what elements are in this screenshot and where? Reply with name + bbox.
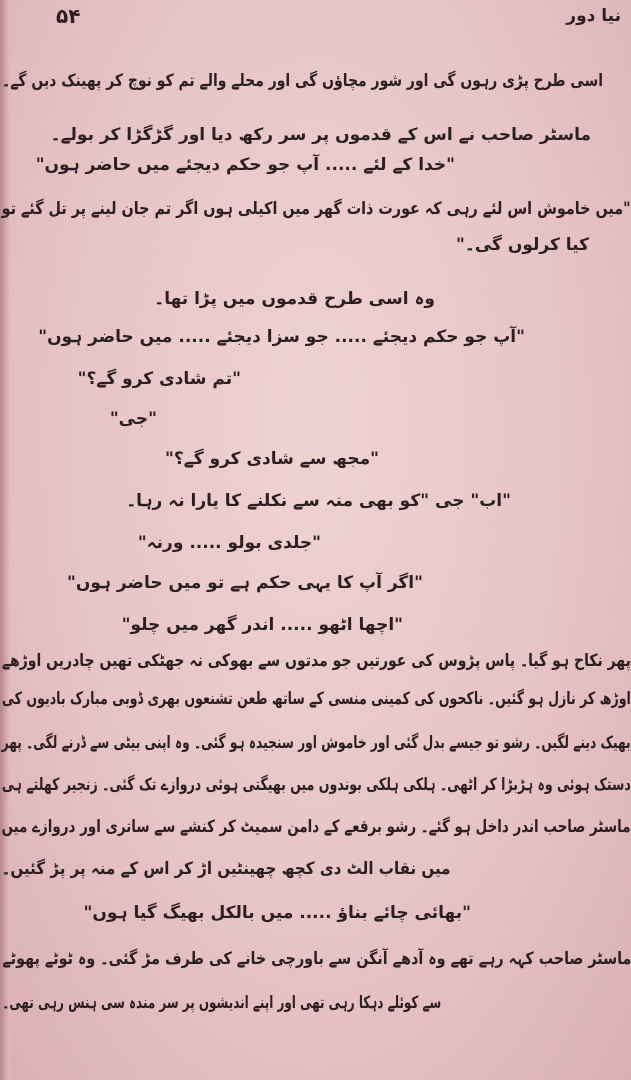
text-line: دستک ہوئی وہ ہڑبڑا کر اٹھی۔ ہلکی ہلکی بوندوں میں بھیگتی ہوئی دروازے تک گئی۔ زنجیر کھلتے ہی bbox=[2, 775, 631, 795]
text-line: "اگر آپ کا یہی حکم ہے تو میں حاضر ہوں" bbox=[67, 573, 423, 593]
text-line: پھر نکاح ہو گیا۔ پاس پڑوس کی عورتیں جو مدتوں سے بھوکی نہ جھٹکی تھیں چادریں اوڑھے bbox=[2, 651, 631, 671]
text-line: بھیک دینے لگیں۔ رشو تو جیسے بدل گئی اور خاموش اور سنجیدہ ہو گئی۔ وہ اپنی بیٹی سے ڈرنے لگی۔ پھر bbox=[2, 733, 631, 753]
text-line: ماسٹر صاحب نے اس کے قدموں پر سر رکھ دیا اور گڑگڑا کر بولے۔ bbox=[50, 125, 591, 145]
text-line: "میں خاموش اس لئے رہی کہ عورت ذات گھر میں اکیلی ہوں اگر تم جان لینے پر تل گئے تو bbox=[2, 199, 631, 219]
text-line: "مجھ سے شادی کرو گے؟" bbox=[165, 449, 379, 469]
text-line: میں نقاب الٹ دی کچھ چھینٹیں اڑ کر اس کے منہ پر پڑ گئیں۔ bbox=[2, 859, 451, 879]
text-line: "بھائی چائے بناؤ ..... میں بالکل بھیگ گیا ہوں" bbox=[83, 903, 471, 923]
text-line: "اب" جی "کو بھی منہ سے نکلنے کا یارا نہ رہا۔ bbox=[126, 491, 511, 511]
page-number: ۵۴ bbox=[56, 4, 81, 28]
text-line: اسی طرح پڑی رہوں گی اور شور مچاؤں گی اور محلے والے تم کو نوچ کر پھینک دیں گے۔ bbox=[2, 71, 603, 91]
text-line: سے کوئلے دہکا رہی تھی اور اپنے اندیشوں پر سر مندہ سی ہنس رہی تھی۔ bbox=[1, 993, 441, 1013]
running-header-title: نیا دور bbox=[566, 6, 621, 26]
text-line: ماسٹر صاحب اندر داخل ہو گئے۔ رشو برقعے کے دامن سمیٹ کر کنشے سے ساتری اور دروازے میں bbox=[2, 817, 631, 837]
text-line: وہ اسی طرح قدموں میں پڑا تھا۔ bbox=[154, 289, 435, 309]
text-line: "اچھا اٹھو ..... اندر گھر میں چلو" bbox=[121, 615, 403, 635]
text-line: "آپ جو حکم دیجئے ..... جو سزا دیجئے ..... میں حاضر ہوں" bbox=[38, 327, 525, 347]
text-line: "جلدی بولو ..... ورنہ" bbox=[137, 533, 321, 553]
text-line: "خدا کے لئے ..... آپ جو حکم دیجئے میں حاضر ہوں" bbox=[35, 155, 455, 175]
page-edge-shadow bbox=[0, 0, 10, 1080]
text-line: اوڑھ کر نازل ہو گئیں۔ ناکحوں کی کمینی منسی کے ساتھ طعن تشنعوں بھری ڈوبی مبارک بادیوں کی bbox=[2, 689, 631, 709]
text-line: "تم شادی کرو گے؟" bbox=[77, 369, 241, 389]
text-line: ماسٹر صاحب کہہ رہے تھے وہ آدھے آنگن سے باورچی خانے کی طرف مڑ گئی۔ وہ ٹوٹے پھوٹے bbox=[2, 949, 631, 969]
text-line: "جی" bbox=[109, 409, 157, 429]
text-line: کیا کرلوں گی۔" bbox=[456, 235, 589, 255]
